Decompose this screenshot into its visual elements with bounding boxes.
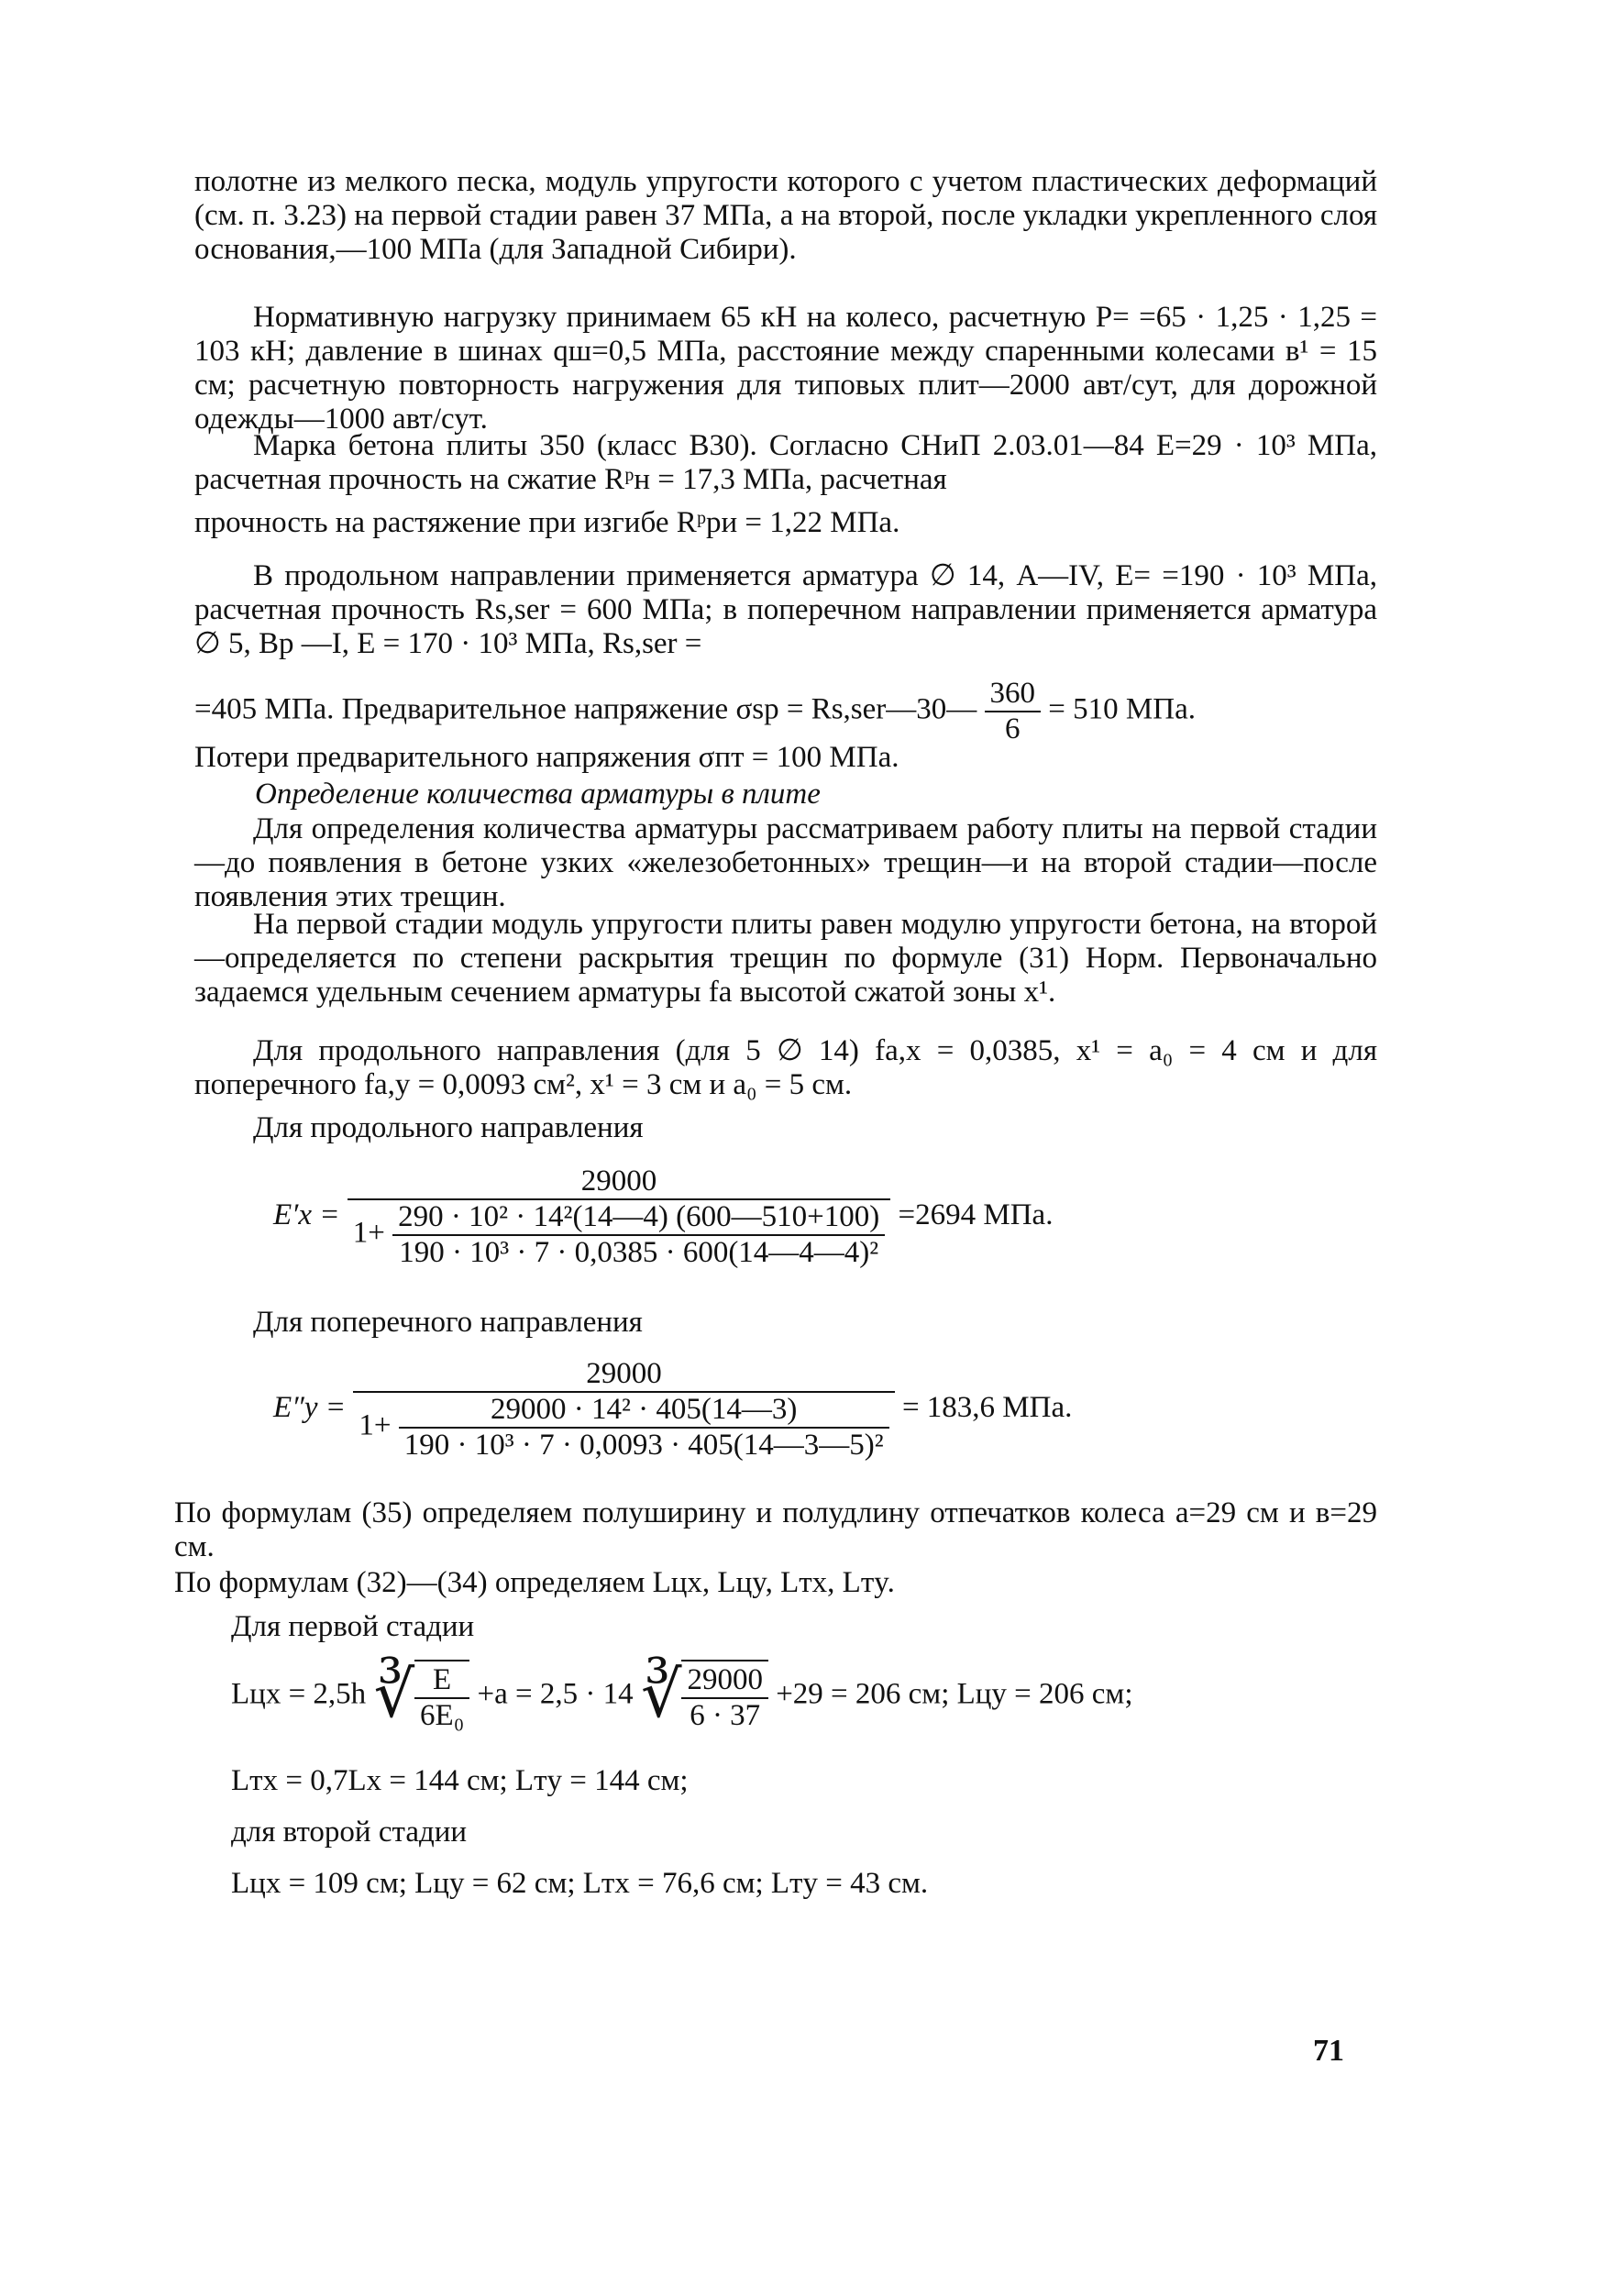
- radicand-fraction: [414, 1660, 469, 1733]
- prestress-text: =405 МПа. Предварительное напряжение σsp = Rs,ser—30—: [194, 692, 977, 726]
- fraction-denominator: 6E₀: [414, 1697, 469, 1733]
- fraction-numerator: 29000: [580, 1165, 657, 1198]
- inner-fraction: [392, 1200, 885, 1270]
- paragraph-stages: [194, 812, 1377, 914]
- paragraph-text: По формулам (35) определяем полуширину и полудлину отпечатков колеса a=29 см и в=29 см.: [174, 1496, 1377, 1563]
- inner-denominator: 190 · 10³ · 7 · 0,0093 · 405(14—3—5)²: [399, 1427, 889, 1463]
- equation-ey: [273, 1357, 1072, 1463]
- equation-lx-first: [231, 1660, 1132, 1733]
- radicand-fraction: [681, 1660, 768, 1733]
- inner-fraction: [399, 1393, 889, 1463]
- equation-main-fraction: [348, 1165, 890, 1270]
- paragraph-formulas: По формулам (32)—(34) определяем Lцx, Lцy, Lтx, Lтy.: [174, 1566, 895, 1599]
- equation-rhs: =2694 МПа.: [898, 1198, 1054, 1232]
- label-first-stage: Для первой стадии: [231, 1610, 475, 1643]
- cube-root-icon: ∛: [373, 1661, 415, 1731]
- paragraph-text: полотне из мелкого песка, модуль упругости которого с учетом пластических деформаций (см. п. 3.23) на первой стадии равен 37 МПа, а на второй, после укладки укрепленного слоя основания,—100 МПа (для Западной Сибири).: [194, 165, 1377, 266]
- prestress-line: [194, 677, 1196, 746]
- cube-root-icon: ∛: [640, 1661, 682, 1731]
- paragraph-modulus-stages: [194, 908, 1377, 1010]
- paragraph-soil-modulus: [194, 165, 1377, 267]
- label-transverse: Для поперечного направления: [253, 1306, 643, 1339]
- equation-part: Lцx = 2,5h: [231, 1677, 367, 1711]
- fraction-denominator: 6 · 37: [681, 1697, 768, 1733]
- paragraph-reinforcement: [194, 559, 1377, 661]
- equation-ex: [273, 1165, 1053, 1270]
- equation-lt-first: Lтx = 0,7Lx = 144 см; Lтy = 144 см;: [231, 1764, 689, 1797]
- fraction-denominator: [348, 1198, 890, 1270]
- paragraph-text: Нормативную нагрузку принимаем 65 кН на колесо, расчетную P= =65 · 1,25 · 1,25 = 103 кН; давление в шинах qш=0,5 МПа, расстояние между спаренными колесами в¹ = 15 см; расчетную повторность нагружения для типовых плит—2000 авт/сут, для дорожной одежды—1000 авт/сут.: [194, 301, 1377, 436]
- inner-numerator: 290 · 10² · 14²(14—4) (600—510+100): [398, 1200, 880, 1233]
- fraction-denominator: [353, 1391, 894, 1463]
- paragraph-text: Марка бетона плиты 350 (класс В30). Согласно СНиП 2.03.01—84 E=29 · 10³ МПа, расчетная прочность на сжатие Rᵖн = 17,3 МПа, расчетная: [194, 429, 1377, 496]
- section-heading: Определение количества арматуры в плите: [255, 778, 821, 811]
- fraction-numerator: 360: [989, 677, 1036, 710]
- inner-denominator: 190 · 10³ · 7 · 0,0385 · 600(14—4—4)²: [392, 1234, 885, 1270]
- equation-part: +a = 2,5 · 14: [477, 1677, 634, 1711]
- inner-numerator: 29000 · 14² · 405(14—3): [491, 1393, 798, 1426]
- equation-part: +29 = 206 см; Lцy = 206 см;: [776, 1677, 1133, 1711]
- prestress-fraction: [985, 677, 1042, 746]
- paragraph-text: Для определения количества арматуры рассматриваем работу плиты на первой стадии—до появления в бетоне узких «железобетонных» трещин—и на второй стадии—после появления этих трещин.: [194, 812, 1377, 913]
- paragraph-directions: [194, 1034, 1377, 1102]
- paragraph-text: Для продольного направления (для 5 ∅ 14) fа,x = 0,0385, x¹ = a₀ = 4 см и для поперечного fа,y = 0,0093 см², x¹ = 3 см и a₀ = 5 см.: [194, 1034, 1377, 1101]
- equation-second-stage: Lцx = 109 см; Lцy = 62 см; Lтx = 76,6 см; Lтy = 43 см.: [231, 1867, 929, 1900]
- equation-lhs: E″y =: [273, 1391, 347, 1425]
- equation-lhs: E′x =: [273, 1198, 340, 1232]
- fraction-denominator: 6: [985, 711, 1042, 746]
- label-second-stage: для второй стадии: [231, 1816, 468, 1849]
- paragraph-load: [194, 301, 1377, 436]
- equation-main-fraction: [353, 1357, 894, 1463]
- fraction-numerator: 29000: [586, 1357, 662, 1390]
- label-longitudinal: Для продольного направления: [253, 1111, 644, 1144]
- paragraph-text: Потери предварительного напряжения σпт = 100 МПа.: [194, 741, 899, 774]
- one-plus: 1+: [352, 1216, 385, 1250]
- prestress-result: = 510 МПа.: [1048, 692, 1196, 726]
- paragraph-text: прочность на растяжение при изгибе Rᵖри = 1,22 МПа.: [194, 506, 900, 539]
- equation-rhs: = 183,6 МПа.: [901, 1391, 1073, 1425]
- paragraph-losses: [194, 741, 899, 775]
- paragraph-text: В продольном направлении применяется арматура ∅ 14, А—IV, E= =190 · 10³ МПа, расчетная прочность Rs,ser = 600 МПа; в поперечном направлении применяется арматура ∅ 5, Вр —I, E = 170 · 10³ МПа, Rs,ser =: [194, 559, 1377, 660]
- page-number: 71: [1313, 2034, 1344, 2068]
- one-plus: 1+: [359, 1408, 392, 1442]
- paragraph-concrete: [194, 429, 1377, 540]
- paragraph-imprint: [174, 1496, 1377, 1564]
- fraction-numerator: 29000: [687, 1663, 763, 1696]
- paragraph-text: На первой стадии модуль упругости плиты равен модулю упругости бетона, на второй—определяется по степени раскрытия трещин по формуле (31) Норм. Первоначально задаемся удельным сечением арматуры fа высотой сжатой зоны x¹.: [194, 908, 1377, 1009]
- fraction-numerator: E: [433, 1663, 452, 1696]
